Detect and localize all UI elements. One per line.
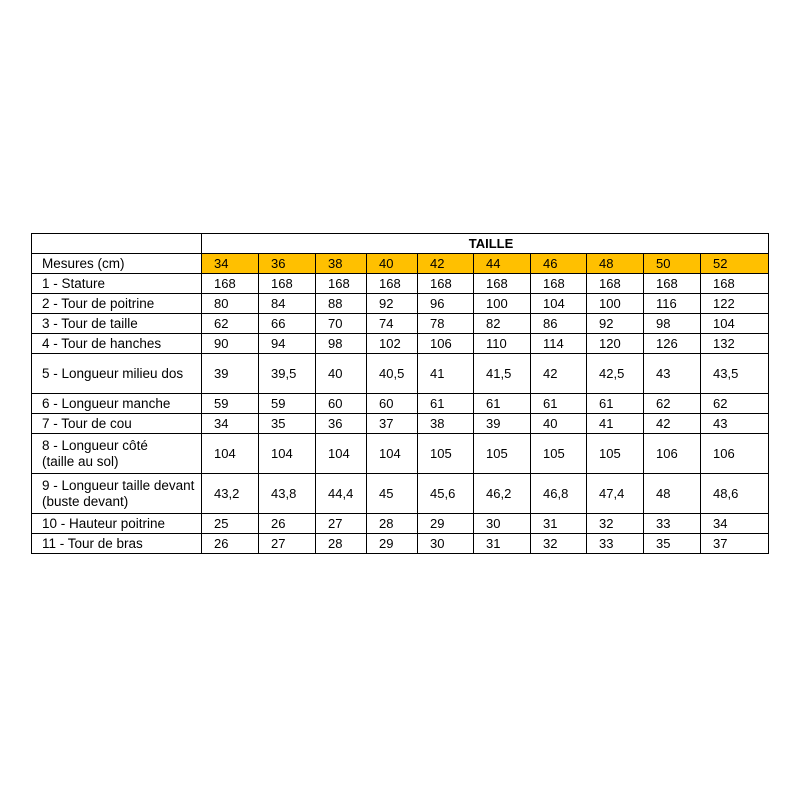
size-header-cell: 48 [587, 254, 644, 274]
measurement-value: 34 [701, 514, 769, 534]
measurement-value: 86 [531, 314, 587, 334]
table-row [32, 354, 769, 394]
measurement-label: 8 - Longueur côté (taille au sol) [32, 434, 202, 474]
measurement-value: 100 [587, 294, 644, 314]
measurement-value: 29 [418, 514, 474, 534]
measurement-value: 168 [474, 274, 531, 294]
measurement-value: 40 [316, 354, 367, 394]
measurement-value: 42 [531, 354, 587, 394]
table-row [32, 434, 769, 474]
title-row [32, 234, 769, 254]
measurement-value: 70 [316, 314, 367, 334]
measurement-value: 168 [531, 274, 587, 294]
measurement-label: 1 - Stature [32, 274, 202, 294]
measurement-value: 61 [418, 394, 474, 414]
size-header-cell: 34 [202, 254, 259, 274]
measurement-value: 38 [418, 414, 474, 434]
measurement-value: 62 [701, 394, 769, 414]
measurement-value: 168 [587, 274, 644, 294]
table-body [32, 234, 769, 554]
measurement-value: 168 [701, 274, 769, 294]
measurement-value: 132 [701, 334, 769, 354]
measurement-value: 104 [701, 314, 769, 334]
measurement-value: 122 [701, 294, 769, 314]
measurement-value: 30 [474, 514, 531, 534]
table-row [32, 314, 769, 334]
measurement-value: 104 [202, 434, 259, 474]
measurement-value: 43,2 [202, 474, 259, 514]
measurement-value: 74 [367, 314, 418, 334]
measurement-value: 43 [644, 354, 701, 394]
measurement-value: 104 [531, 294, 587, 314]
measurement-value: 34 [202, 414, 259, 434]
measurement-value: 32 [587, 514, 644, 534]
measurement-value: 106 [644, 434, 701, 474]
measurement-value: 62 [202, 314, 259, 334]
measurement-value: 42,5 [587, 354, 644, 394]
measurement-value: 59 [259, 394, 316, 414]
measurement-value: 62 [644, 394, 701, 414]
size-header-cell: 36 [259, 254, 316, 274]
measurement-value: 46,2 [474, 474, 531, 514]
measurement-value: 104 [316, 434, 367, 474]
header-label: Mesures (cm) [32, 254, 202, 274]
measurement-value: 42 [644, 414, 701, 434]
measurement-value: 41 [418, 354, 474, 394]
measurement-value: 98 [644, 314, 701, 334]
size-header-cell: 38 [316, 254, 367, 274]
size-header-cell: 42 [418, 254, 474, 274]
measurement-value: 35 [259, 414, 316, 434]
empty-corner-cell [32, 234, 202, 254]
measurement-value: 105 [587, 434, 644, 474]
measurement-value: 27 [316, 514, 367, 534]
measurement-value: 61 [474, 394, 531, 414]
measurement-label: 11 - Tour de bras [32, 534, 202, 554]
measurement-value: 31 [474, 534, 531, 554]
measurement-value: 36 [316, 414, 367, 434]
measurement-value: 90 [202, 334, 259, 354]
measurement-value: 106 [701, 434, 769, 474]
measurement-value: 92 [367, 294, 418, 314]
measurement-label: 7 - Tour de cou [32, 414, 202, 434]
table-row [32, 274, 769, 294]
measurement-value: 27 [259, 534, 316, 554]
measurement-label: 4 - Tour de hanches [32, 334, 202, 354]
measurement-value: 59 [202, 394, 259, 414]
measurement-label: 9 - Longueur taille devant (buste devant) [32, 474, 202, 514]
measurement-value: 61 [587, 394, 644, 414]
measurement-value: 48,6 [701, 474, 769, 514]
measurement-value: 94 [259, 334, 316, 354]
measurement-value: 102 [367, 334, 418, 354]
measurement-value: 48 [644, 474, 701, 514]
measurement-value: 78 [418, 314, 474, 334]
measurement-value: 82 [474, 314, 531, 334]
measurement-value: 104 [367, 434, 418, 474]
measurement-value: 168 [367, 274, 418, 294]
size-header-row [32, 254, 769, 274]
measurement-value: 43,8 [259, 474, 316, 514]
measurement-value: 105 [474, 434, 531, 474]
measurement-value: 28 [316, 534, 367, 554]
measurement-value: 92 [587, 314, 644, 334]
measurement-value: 29 [367, 534, 418, 554]
measurement-label: 6 - Longueur manche [32, 394, 202, 414]
measurement-value: 105 [531, 434, 587, 474]
measurement-value: 40,5 [367, 354, 418, 394]
measurement-value: 47,4 [587, 474, 644, 514]
measurement-value: 39 [202, 354, 259, 394]
measurement-value: 33 [644, 514, 701, 534]
measurement-value: 114 [531, 334, 587, 354]
size-header-cell: 52 [701, 254, 769, 274]
measurement-value: 31 [531, 514, 587, 534]
measurement-value: 43 [701, 414, 769, 434]
table-row [32, 514, 769, 534]
taille-title: TAILLE [202, 234, 769, 254]
measurement-label: 5 - Longueur milieu dos [32, 354, 202, 394]
measurement-value: 30 [418, 534, 474, 554]
measurement-value: 46,8 [531, 474, 587, 514]
measurement-value: 26 [259, 514, 316, 534]
measurement-value: 40 [531, 414, 587, 434]
size-header-cell: 44 [474, 254, 531, 274]
measurement-label: 2 - Tour de poitrine [32, 294, 202, 314]
measurement-value: 60 [367, 394, 418, 414]
measurement-value: 168 [316, 274, 367, 294]
measurement-label: 10 - Hauteur poitrine [32, 514, 202, 534]
table-row [32, 334, 769, 354]
measurement-value: 35 [644, 534, 701, 554]
measurement-value: 33 [587, 534, 644, 554]
size-header-cell: 46 [531, 254, 587, 274]
measurement-value: 88 [316, 294, 367, 314]
measurement-value: 28 [367, 514, 418, 534]
size-header-cell: 50 [644, 254, 701, 274]
size-chart-table [31, 233, 769, 554]
measurement-value: 25 [202, 514, 259, 534]
table-row [32, 474, 769, 514]
measurement-value: 37 [701, 534, 769, 554]
measurement-value: 61 [531, 394, 587, 414]
measurement-value: 100 [474, 294, 531, 314]
measurement-value: 105 [418, 434, 474, 474]
table-row [32, 534, 769, 554]
measurement-value: 110 [474, 334, 531, 354]
measurement-value: 41,5 [474, 354, 531, 394]
measurement-value: 80 [202, 294, 259, 314]
measurement-label: 3 - Tour de taille [32, 314, 202, 334]
table-row [32, 414, 769, 434]
measurement-value: 96 [418, 294, 474, 314]
measurement-value: 39 [474, 414, 531, 434]
measurement-value: 45 [367, 474, 418, 514]
measurement-value: 168 [644, 274, 701, 294]
measurement-value: 39,5 [259, 354, 316, 394]
measurement-value: 126 [644, 334, 701, 354]
measurement-value: 98 [316, 334, 367, 354]
measurement-value: 168 [259, 274, 316, 294]
measurement-value: 44,4 [316, 474, 367, 514]
measurement-value: 45,6 [418, 474, 474, 514]
table-row [32, 394, 769, 414]
measurement-value: 37 [367, 414, 418, 434]
measurement-value: 26 [202, 534, 259, 554]
table-row [32, 294, 769, 314]
measurement-value: 106 [418, 334, 474, 354]
measurement-value: 168 [202, 274, 259, 294]
measurement-value: 60 [316, 394, 367, 414]
measurement-value: 104 [259, 434, 316, 474]
measurement-value: 120 [587, 334, 644, 354]
measurement-value: 116 [644, 294, 701, 314]
measurement-value: 168 [418, 274, 474, 294]
size-header-cell: 40 [367, 254, 418, 274]
measurement-value: 84 [259, 294, 316, 314]
measurement-value: 43,5 [701, 354, 769, 394]
measurement-value: 32 [531, 534, 587, 554]
measurement-value: 41 [587, 414, 644, 434]
measurement-value: 66 [259, 314, 316, 334]
